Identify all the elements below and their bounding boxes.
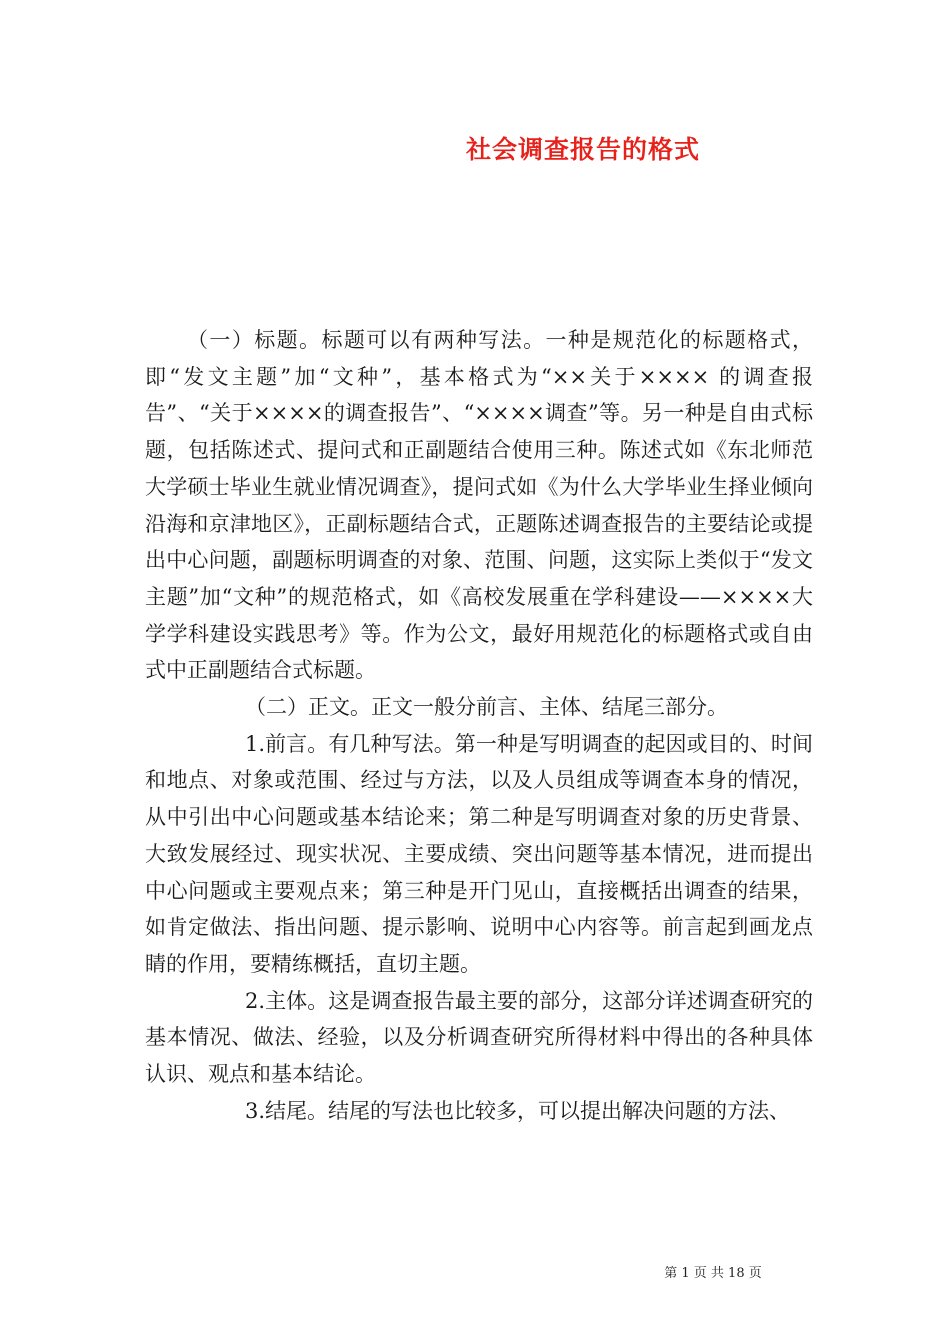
paragraph-preface: 1.前言。有几种写法。第一种是写明调查的起因或目的、时间和地点、对象或范围、经过与方法，以及人员组成等调查本身的情况，从中引出中心问题或基本结论来；第二种是写明调查对象的历史背景、大致发展经过、现实状况、主要成绩、突出问题等基本情况，进而提出中心问题或主要观点来；第三种是开门见山，直接概括出调查的结果，如肯定做法、指出问题、提示影响、说明中心内容等。前言起到画龙点睛的作用，要精练概括，直切主题。 <box>145 731 813 976</box>
paragraph-ending: 3.结尾。结尾的写法也比较多，可以提出解决问题的方法、 <box>245 1098 791 1123</box>
document-body <box>145 322 813 1129</box>
paragraph-title-section: （一）标题。标题可以有两种写法。一种是规范化的标题格式，即“发文主题”加“文种”，基本格式为“××关于×××× 的调查报告”、“关于××××的调查报告”、“××××调查”等。另一种是自由式标题，包括陈述式、提问式和正副题结合使用三种。陈述式如《东北师范大学硕士毕业生就业情况调查》，提问式如《为什么大学毕业生择业倾向沿海和京津地区》，正副标题结合式，正题陈述调查报告的主要结论或提出中心问题，副题标明调查的对象、范围、问题，这实际上类似于“发文主题”加“文种”的规范格式，如《高校发展重在学科建设——××××大学学科建设实践思考》等。作为公文，最好用规范化的标题格式或自由式中正副题结合式标题。 <box>145 328 813 683</box>
paragraph-body-section: （二）正文。正文一般分前言、主体、结尾三部分。 <box>245 695 728 720</box>
paragraph-main-body: 2.主体。这是调查报告最主要的部分，这部分详述调查研究的基本情况、做法、经验，以及分析调查研究所得材料中得出的各种具体认识、观点和基本结论。 <box>145 988 813 1087</box>
document-title: 社会调查报告的格式 <box>465 135 700 164</box>
page-number-footer: 第 1 页 共 18 页 <box>664 1266 762 1281</box>
